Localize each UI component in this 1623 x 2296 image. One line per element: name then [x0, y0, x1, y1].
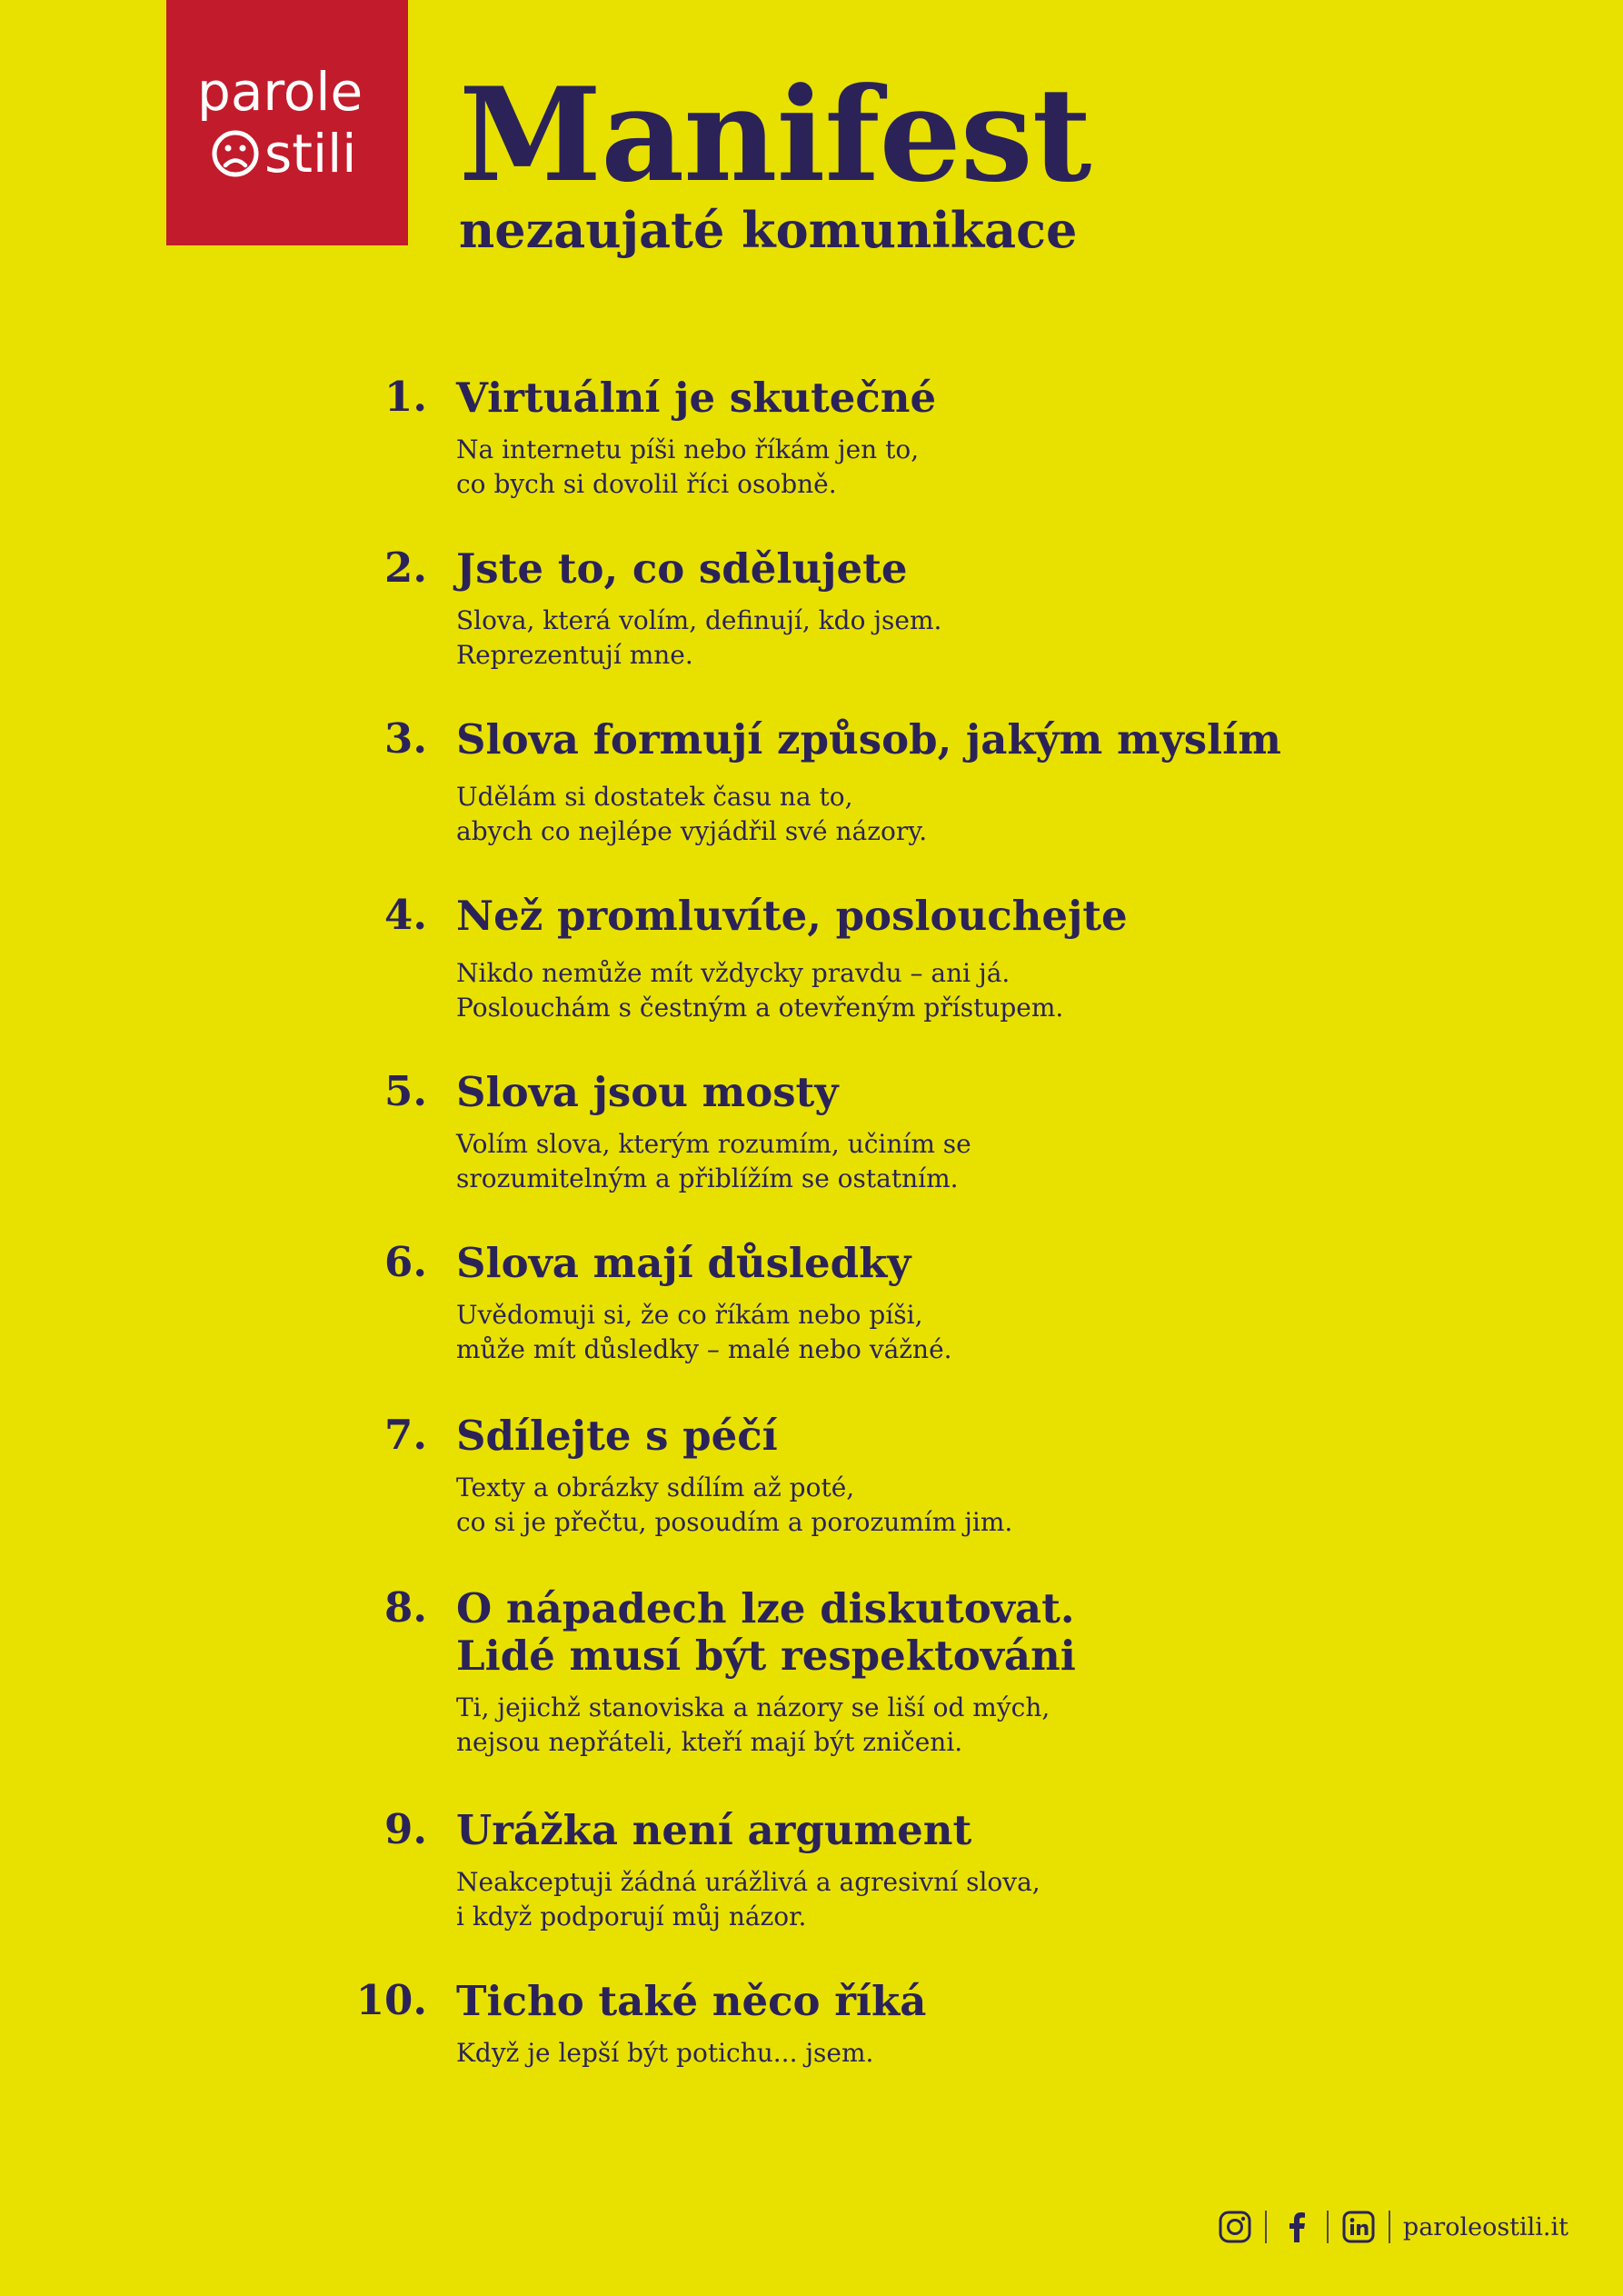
item-number: 8.	[384, 1583, 427, 1632]
logo-text-top: parole	[197, 61, 363, 123]
website-link[interactable]: paroleostili.it	[1402, 2212, 1568, 2241]
item-number: 7.	[384, 1411, 427, 1459]
footer	[1218, 2205, 1568, 2249]
item-number: 3.	[384, 714, 427, 763]
item-number: 2.	[384, 544, 427, 592]
item-body: Ti, jejichž stanoviska a názory se liší od mých, nejsou nepřáteli, kteří mají být zničeni.	[456, 1692, 1050, 1757]
item-body: Udělám si dostatek času na to, abych co nejlépe vyjádřil své názory.	[456, 782, 928, 846]
frown-face-icon	[210, 128, 261, 179]
footer-divider	[1265, 2211, 1267, 2243]
item-body: Texty a obrázky sdílím až poté, co si je přečtu, posoudím a porozumím jim.	[456, 1472, 1013, 1537]
item-heading: Slova formují způsob, jakým myslím	[456, 715, 1281, 764]
logo-text-bottom: stili	[264, 123, 357, 185]
item-body: Uvědomuji si, že co říkám nebo píši, může mít důsledky – malé nebo vážné.	[456, 1300, 952, 1364]
item-body: Volím slova, kterým rozumím, učiním se srozumitelným a přiblížím se ostatním.	[456, 1129, 971, 1193]
item-heading: Jste to, co sdělujete	[456, 544, 908, 593]
facebook-icon[interactable]	[1279, 2210, 1314, 2244]
logo	[166, 0, 408, 245]
item-body: Když je lepší být potichu... jsem.	[456, 2038, 874, 2068]
item-heading: Sdílejte s péčí	[456, 1412, 778, 1460]
page-subtitle: nezaujaté komunikace	[459, 201, 1078, 259]
item-number: 10.	[355, 1976, 427, 2024]
item-heading: O nápadech lze diskutovat. Lidé musí být respektováni	[456, 1584, 1076, 1680]
footer-divider	[1389, 2211, 1390, 2243]
item-number: 1.	[384, 373, 427, 421]
item-number: 5.	[384, 1067, 427, 1115]
page-title: Manifest	[459, 60, 1091, 211]
footer-divider	[1327, 2211, 1329, 2243]
item-body: Nikdo nemůže mít vždycky pravdu – ani já. Poslouchám s čestným a otevřeným přístupem.	[456, 958, 1064, 1023]
item-body: Na internetu píši nebo říkám jen to, co bych si dovolil říci osobně.	[456, 434, 920, 499]
item-heading: Slova mají důsledky	[456, 1239, 911, 1287]
item-heading: Slova jsou mosty	[456, 1068, 839, 1116]
item-body: Slova, která volím, definují, kdo jsem. Reprezentují mne.	[456, 605, 942, 670]
linkedin-icon[interactable]	[1341, 2210, 1376, 2244]
item-heading: Než promluvíte, poslouchejte	[456, 892, 1128, 940]
item-number: 6.	[384, 1238, 427, 1286]
item-heading: Ticho také něco říká	[456, 1977, 927, 2025]
item-number: 4.	[384, 891, 427, 939]
item-heading: Urážka není argument	[456, 1806, 972, 1854]
item-number: 9.	[384, 1805, 427, 1853]
instagram-icon[interactable]	[1218, 2210, 1252, 2244]
logo-text-bottom-row	[210, 123, 357, 185]
item-body: Neakceptuji žádná urážlivá a agresivní slova, i když podporují můj názor.	[456, 1867, 1041, 1932]
item-heading: Virtuální je skutečné	[456, 374, 937, 422]
